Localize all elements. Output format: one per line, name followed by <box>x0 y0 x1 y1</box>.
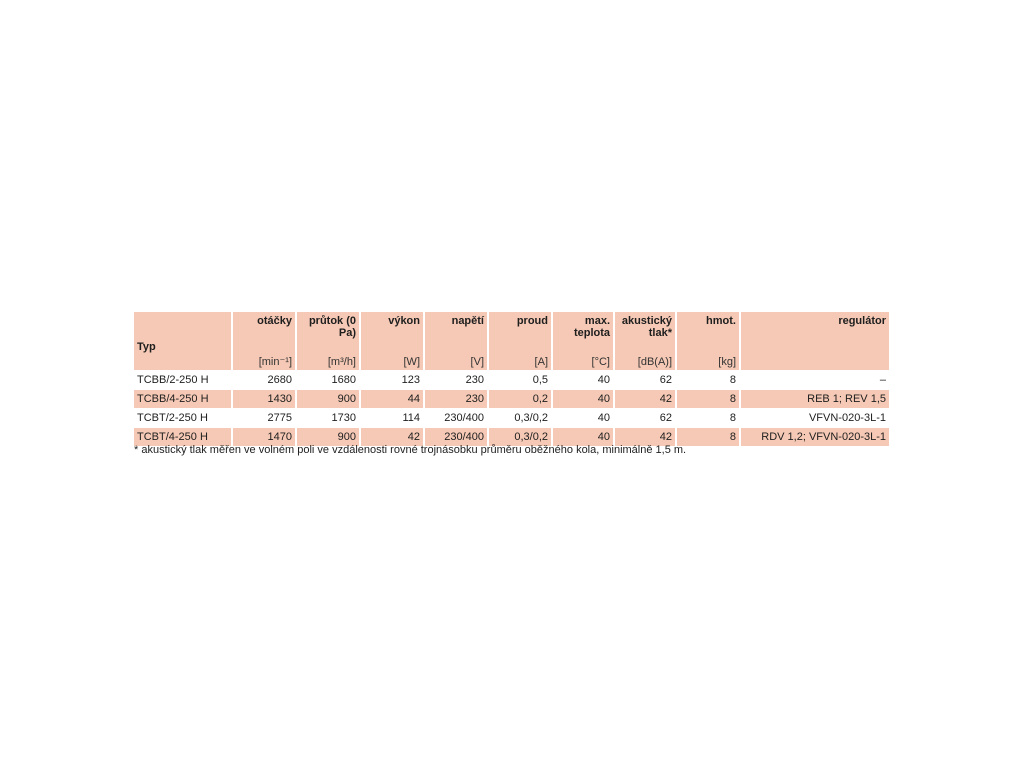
cell-akusticky-tlak: 42 <box>615 427 677 446</box>
header-vykon <box>361 312 425 370</box>
header-row <box>134 312 889 370</box>
cell-hmot: 8 <box>677 370 741 389</box>
header-akusticky-tlak <box>615 312 677 370</box>
header-unit: [V] <box>470 356 484 368</box>
cell-regulator: – <box>741 370 889 389</box>
cell-proud: 0,3/0,2 <box>489 408 553 427</box>
table-row <box>134 408 889 427</box>
header-unit: [A] <box>534 356 548 368</box>
cell-akusticky-tlak: 62 <box>615 408 677 427</box>
cell-akusticky-tlak: 62 <box>615 370 677 389</box>
header-prutok <box>297 312 361 370</box>
cell-otacky: 2775 <box>233 408 297 427</box>
header-hmot <box>677 312 741 370</box>
cell-prutok: 900 <box>297 389 361 408</box>
cell-typ: TCBT/4-250 H <box>134 427 233 446</box>
cell-vykon: 114 <box>361 408 425 427</box>
header-label: hmot. <box>706 315 736 327</box>
cell-typ: TCBB/4-250 H <box>134 389 233 408</box>
header-label: Typ <box>137 341 156 353</box>
header-label: otáčky <box>257 315 292 327</box>
header-max-teplota <box>553 312 615 370</box>
header-label: akustický tlak* <box>621 315 672 339</box>
table-row <box>134 389 889 408</box>
table-row <box>134 370 889 389</box>
cell-typ: TCBB/2-250 H <box>134 370 233 389</box>
cell-max-teplota: 40 <box>553 389 615 408</box>
cell-otacky: 2680 <box>233 370 297 389</box>
cell-napeti: 230/400 <box>425 427 489 446</box>
cell-prutok: 900 <box>297 427 361 446</box>
cell-max-teplota: 40 <box>553 370 615 389</box>
specs-table-container <box>134 312 889 446</box>
fan-specs-table <box>134 312 889 446</box>
header-typ <box>134 312 233 370</box>
cell-prutok: 1730 <box>297 408 361 427</box>
header-label: proud <box>516 315 548 327</box>
header-unit: [dB(A)] <box>637 356 672 368</box>
cell-proud: 0,2 <box>489 389 553 408</box>
header-label: regulátor <box>838 315 886 327</box>
header-label: výkon <box>388 315 420 327</box>
cell-hmot: 8 <box>677 389 741 408</box>
cell-napeti: 230 <box>425 370 489 389</box>
cell-typ: TCBT/2-250 H <box>134 408 233 427</box>
cell-max-teplota: 40 <box>553 408 615 427</box>
cell-hmot: 8 <box>677 408 741 427</box>
header-unit: [min⁻¹] <box>258 356 292 368</box>
header-label: max. teplota <box>573 315 610 339</box>
cell-vykon: 123 <box>361 370 425 389</box>
header-unit: [W] <box>403 356 420 368</box>
cell-proud: 0,5 <box>489 370 553 389</box>
header-label: napětí <box>451 315 484 327</box>
cell-regulator: REB 1; REV 1,5 <box>741 389 889 408</box>
cell-proud: 0,3/0,2 <box>489 427 553 446</box>
cell-regulator: VFVN-020-3L-1 <box>741 408 889 427</box>
cell-vykon: 42 <box>361 427 425 446</box>
header-otacky <box>233 312 297 370</box>
footnote: * akustický tlak měřen ve volném poli ve vzdálenosti rovné trojnásobku průměru oběžného kola, minimálně 1,5 m. <box>134 444 687 456</box>
header-regulator <box>741 312 889 370</box>
cell-regulator: RDV 1,2; VFVN-020-3L-1 <box>741 427 889 446</box>
cell-otacky: 1430 <box>233 389 297 408</box>
cell-hmot: 8 <box>677 427 741 446</box>
header-napeti <box>425 312 489 370</box>
cell-napeti: 230 <box>425 389 489 408</box>
cell-vykon: 44 <box>361 389 425 408</box>
cell-napeti: 230/400 <box>425 408 489 427</box>
cell-prutok: 1680 <box>297 370 361 389</box>
header-unit: [m³/h] <box>327 356 356 368</box>
header-unit: [°C] <box>591 356 610 368</box>
cell-otacky: 1470 <box>233 427 297 446</box>
header-label: průtok (0 Pa) <box>308 315 356 339</box>
cell-max-teplota: 40 <box>553 427 615 446</box>
cell-akusticky-tlak: 42 <box>615 389 677 408</box>
header-proud <box>489 312 553 370</box>
header-unit: [kg] <box>718 356 736 368</box>
